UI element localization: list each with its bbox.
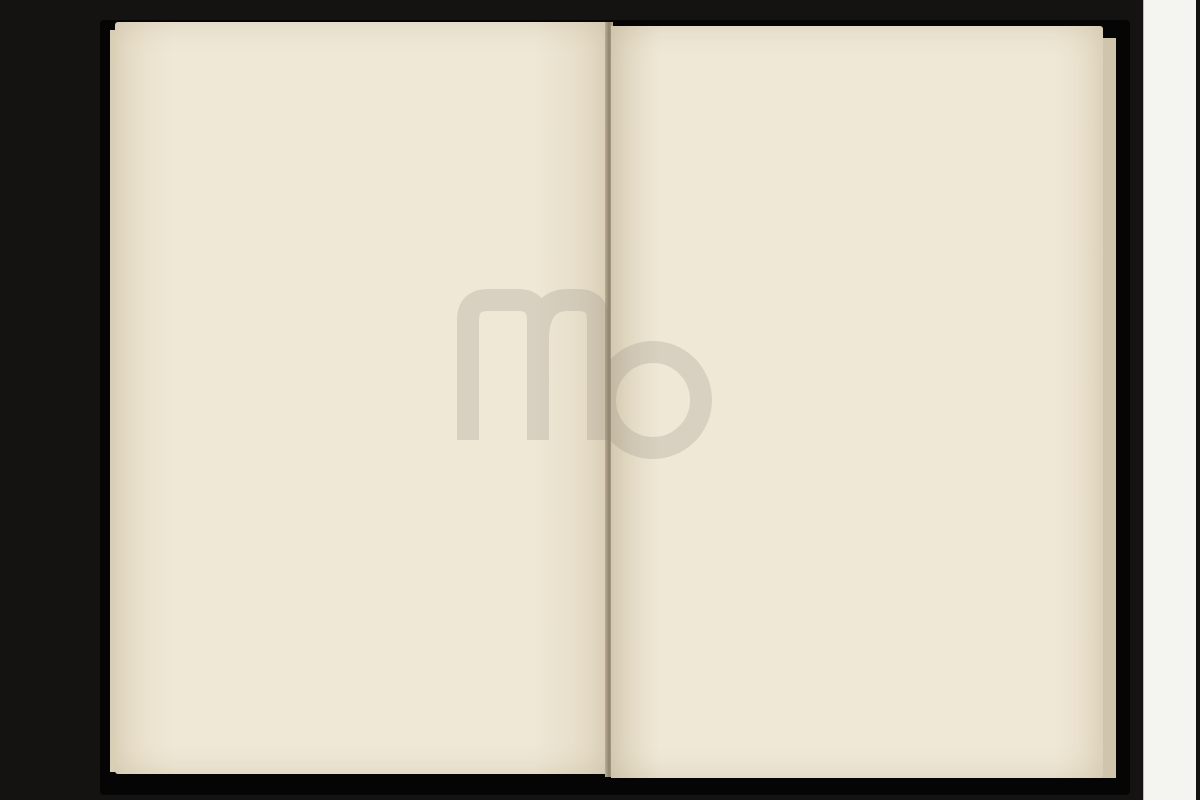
museum-logo-watermark (448, 280, 768, 520)
measuring-ruler (1143, 0, 1196, 800)
